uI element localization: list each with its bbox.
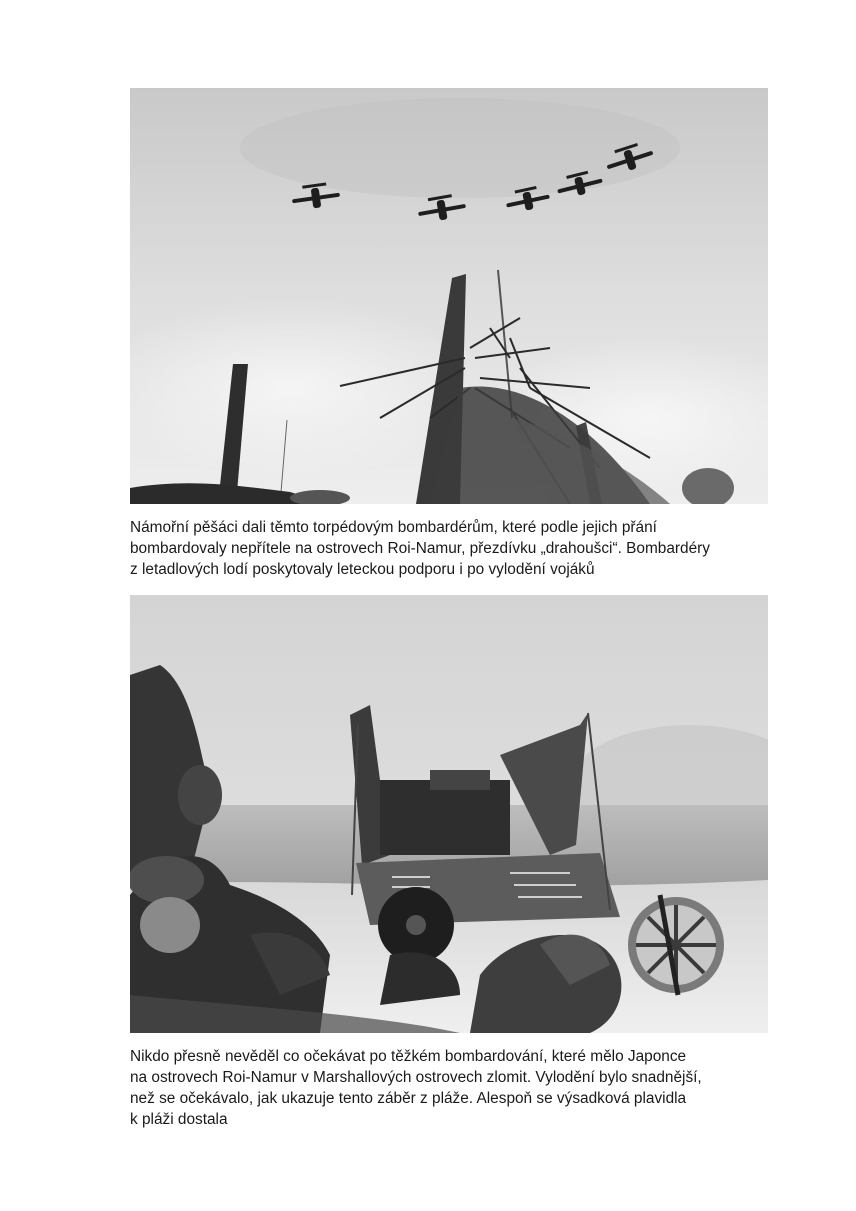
caption-line: na ostrovech Roi-Namur v Marshallových ostrovech zlomit. Vylodění bylo snadnější, [130, 1069, 702, 1086]
caption-line: než se očekávalo, jak ukazuje tento záběr z pláže. Alespoň se výsadková plavidla [130, 1090, 687, 1107]
photo-torpedo-bombers [130, 88, 768, 504]
caption-line: Námořní pěšáci dali těmto torpédovým bombardérům, které podle jejich přání [130, 519, 657, 536]
caption-torpedo-bombers [130, 517, 770, 580]
photo-torpedo-bombers-image [130, 88, 768, 504]
photo-landing-beach-image [130, 595, 768, 1033]
photo-landing-beach [130, 595, 768, 1033]
caption-line: z letadlových lodí poskytovaly leteckou podporu i po vylodění vojáků [130, 561, 595, 578]
caption-line: k pláži dostala [130, 1111, 228, 1128]
caption-landing-beach [130, 1046, 770, 1130]
caption-line: bombardovaly nepřítele na ostrovech Roi-Namur, přezdívku „drahoušci“. Bombardéry [130, 540, 710, 557]
caption-line: Nikdo přesně nevěděl co očekávat po těžkém bombardování, které mělo Japonce [130, 1048, 687, 1065]
